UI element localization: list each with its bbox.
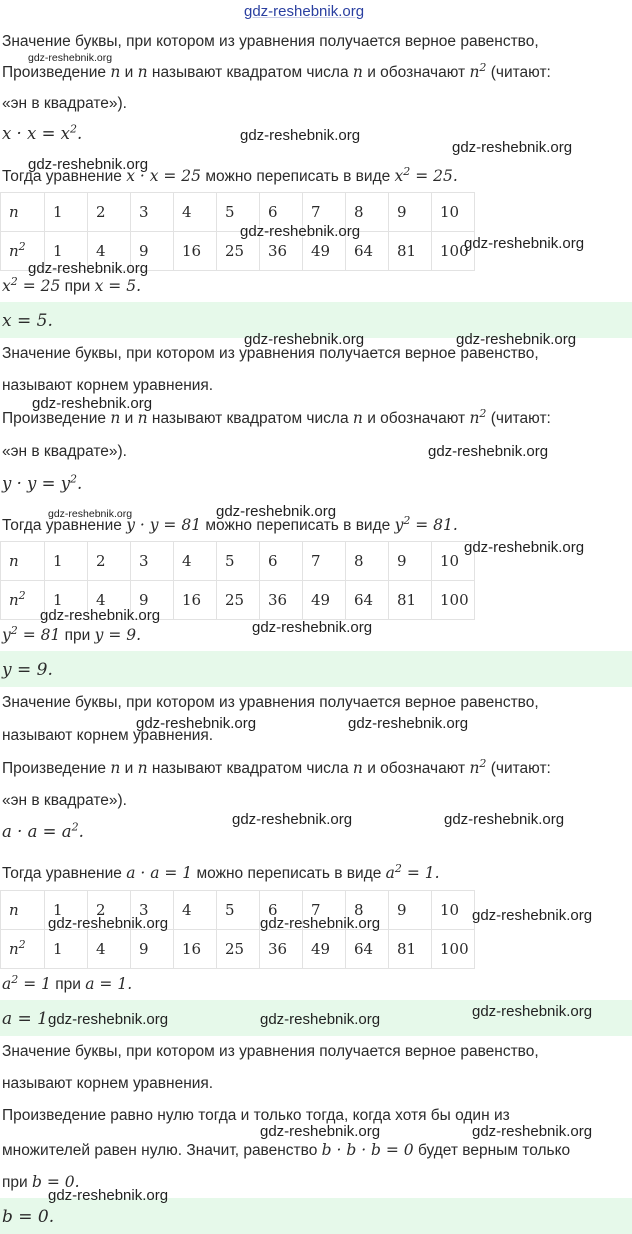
table-cell: 5: [217, 542, 260, 581]
answer-text: y = 9.: [2, 660, 53, 680]
watermark: gdz-reshebnik.org: [252, 619, 373, 636]
table-cell: 49: [303, 232, 346, 271]
watermark: gdz-reshebnik.org: [28, 52, 113, 64]
watermark: gdz-reshebnik.org: [260, 1123, 381, 1140]
table-row: [1, 542, 475, 581]
identity-formula: $y \cdot y = y^2$.: [2, 472, 83, 493]
table-cell: 64: [346, 232, 389, 271]
table-cell: $n^2$: [1, 232, 45, 271]
root-definition: Значение буквы, при котором из уравнения получается верное равенство,: [2, 345, 539, 362]
answer-text: b = 0.: [2, 1207, 55, 1227]
table-cell: 6: [260, 891, 303, 930]
root-definition: Значение буквы, при котором из уравнения получается верное равенство,: [2, 33, 539, 50]
watermark: gdz-reshebnik.org: [48, 1187, 169, 1204]
table-row: [1, 193, 475, 232]
table-cell: 8: [346, 193, 389, 232]
table-cell: 16: [174, 581, 217, 620]
table-cell: 64: [346, 930, 389, 969]
watermark: gdz-reshebnik.org: [28, 156, 149, 173]
table-cell: 81: [389, 581, 432, 620]
watermark: gdz-reshebnik.org: [28, 260, 149, 277]
equation-rewrite: Тогда уравнение y · y = 81 можно переписать в виде $y^2 = 81$.: [2, 513, 458, 534]
table-cell: 1: [45, 891, 88, 930]
table-row: [1, 930, 475, 969]
table-cell: 3: [131, 193, 174, 232]
watermark: gdz-reshebnik.org: [216, 503, 337, 520]
square-definition: Произведение n и n называют квадратом числа n и обозначают $n^2$ (читают:: [2, 60, 551, 81]
identity-formula: $a \cdot a = a^2$.: [2, 820, 84, 841]
table-cell: 1: [45, 930, 88, 969]
table-cell: $n^2$: [1, 581, 45, 620]
table-cell: 36: [260, 930, 303, 969]
table-cell: 2: [88, 542, 131, 581]
table-cell: 49: [303, 581, 346, 620]
table-cell: 10: [432, 542, 475, 581]
table-cell: 9: [389, 891, 432, 930]
root-definition-end: называют корнем уравнения.: [2, 1075, 214, 1092]
table-cell: 36: [260, 581, 303, 620]
watermark: gdz-reshebnik.org: [464, 539, 585, 556]
table-cell: 3: [131, 891, 174, 930]
table-cell: 25: [217, 581, 260, 620]
table-cell: 9: [131, 581, 174, 620]
table-cell: 1: [45, 232, 88, 271]
table-cell: 16: [174, 232, 217, 271]
table-cell: 9: [389, 193, 432, 232]
watermark: gdz-reshebnik.org: [428, 443, 549, 460]
table-cell: 8: [346, 542, 389, 581]
watermark: gdz-reshebnik.org: [240, 223, 361, 240]
table-cell: n: [1, 542, 45, 581]
result-line: $a^2 = 1$ при a = 1.: [2, 972, 133, 993]
equation-rewrite: Тогда уравнение x · x = 25 можно переписать в виде $x^2 = 25$.: [2, 164, 458, 185]
watermark: gdz-reshebnik.org: [464, 235, 585, 252]
table-cell: 1: [45, 581, 88, 620]
watermark: gdz-reshebnik.org: [136, 715, 257, 732]
table-cell: 100: [432, 232, 475, 271]
watermark: gdz-reshebnik.org: [40, 607, 161, 624]
table-cell: n: [1, 193, 45, 232]
square-reading: «эн в квадрате»).: [2, 95, 127, 112]
root-definition-end: называют корнем уравнения.: [2, 377, 214, 394]
table-cell: 9: [131, 232, 174, 271]
table-cell: 4: [88, 581, 131, 620]
table-cell: 4: [174, 193, 217, 232]
watermark: gdz-reshebnik.org: [456, 331, 577, 348]
square-definition: Произведение n и n называют квадратом числа n и обозначают $n^2$ (читают:: [2, 406, 551, 427]
root-definition: Значение буквы, при котором из уравнения получается верное равенство,: [2, 694, 539, 711]
watermark: gdz-reshebnik.org: [48, 915, 169, 932]
table-cell: 25: [217, 930, 260, 969]
watermark: gdz-reshebnik.org: [244, 331, 365, 348]
watermark: gdz-reshebnik.org: [260, 915, 381, 932]
table-cell: 81: [389, 232, 432, 271]
result-line: $x^2 = 25$ при x = 5.: [2, 274, 141, 295]
watermark: gdz-reshebnik.org: [472, 1123, 593, 1140]
answer-text: a = 1: [2, 1009, 49, 1029]
table-cell: 16: [174, 930, 217, 969]
zero-product-rule: Произведение равно нулю тогда и только тогда, когда хотя бы один из: [2, 1107, 510, 1124]
table-cell: 7: [303, 193, 346, 232]
table-cell: 1: [45, 193, 88, 232]
table-cell: 2: [88, 193, 131, 232]
table-cell: 4: [174, 891, 217, 930]
table-cell: 81: [389, 930, 432, 969]
table-cell: $n^2$: [1, 930, 45, 969]
table-cell: 5: [217, 891, 260, 930]
table-cell: 9: [389, 542, 432, 581]
table-cell: 4: [174, 542, 217, 581]
table-cell: 6: [260, 193, 303, 232]
watermark: gdz-reshebnik.org: [48, 508, 133, 520]
zero-product-rule-end: при b = 0.: [2, 1173, 80, 1191]
square-reading: «эн в квадрате»).: [2, 443, 127, 460]
watermark: gdz-reshebnik.org: [240, 127, 361, 144]
table-cell: n: [1, 891, 45, 930]
table-cell: 49: [303, 930, 346, 969]
root-definition-end: называют корнем уравнения.: [2, 727, 214, 744]
table-cell: 100: [432, 581, 475, 620]
equation-rewrite: Тогда уравнение a · a = 1 можно переписать в виде $a^2 = 1$.: [2, 861, 440, 882]
table-cell: 10: [432, 891, 475, 930]
watermark: gdz-reshebnik.org: [48, 1011, 169, 1028]
table-cell: 6: [260, 542, 303, 581]
table-cell: 10: [432, 193, 475, 232]
table-cell: 9: [131, 930, 174, 969]
table-cell: 36: [260, 232, 303, 271]
table-cell: 100: [432, 930, 475, 969]
watermark: gdz-reshebnik.org: [452, 139, 573, 156]
watermark: gdz-reshebnik.org: [32, 395, 153, 412]
watermark: gdz-reshebnik.org: [472, 1003, 593, 1020]
result-line: $y^2 = 81$ при y = 9.: [2, 623, 142, 644]
square-definition: Произведение n и n называют квадратом числа n и обозначают $n^2$ (читают:: [2, 756, 551, 777]
watermark: gdz-reshebnik.org: [232, 811, 353, 828]
table-cell: 3: [131, 542, 174, 581]
table-cell: 7: [303, 891, 346, 930]
table-cell: 25: [217, 232, 260, 271]
square-reading: «эн в квадрате»).: [2, 792, 127, 809]
watermark: gdz-reshebnik.org: [348, 715, 469, 732]
watermark: gdz-reshebnik.org: [472, 907, 593, 924]
table-cell: 8: [346, 891, 389, 930]
table-cell: 5: [217, 193, 260, 232]
answer-text: x = 5.: [2, 311, 53, 331]
zero-product-rule-cont: множителей равен нулю. Значит, равенство b · b · b = 0 будет верным только: [2, 1141, 571, 1159]
watermark: gdz-reshebnik.org: [444, 811, 565, 828]
identity-formula: $x \cdot x = x^2$.: [2, 122, 83, 143]
table-cell: 4: [88, 930, 131, 969]
table-cell: 64: [346, 581, 389, 620]
table-cell: 2: [88, 891, 131, 930]
table-cell: 7: [303, 542, 346, 581]
root-definition: Значение буквы, при котором из уравнения получается верное равенство,: [2, 1043, 539, 1060]
answer-box: [0, 651, 632, 687]
table-cell: 4: [88, 232, 131, 271]
watermark: gdz-reshebnik.org: [260, 1011, 381, 1028]
table-cell: 1: [45, 542, 88, 581]
site-link[interactable]: gdz-reshebnik.org: [244, 3, 365, 20]
